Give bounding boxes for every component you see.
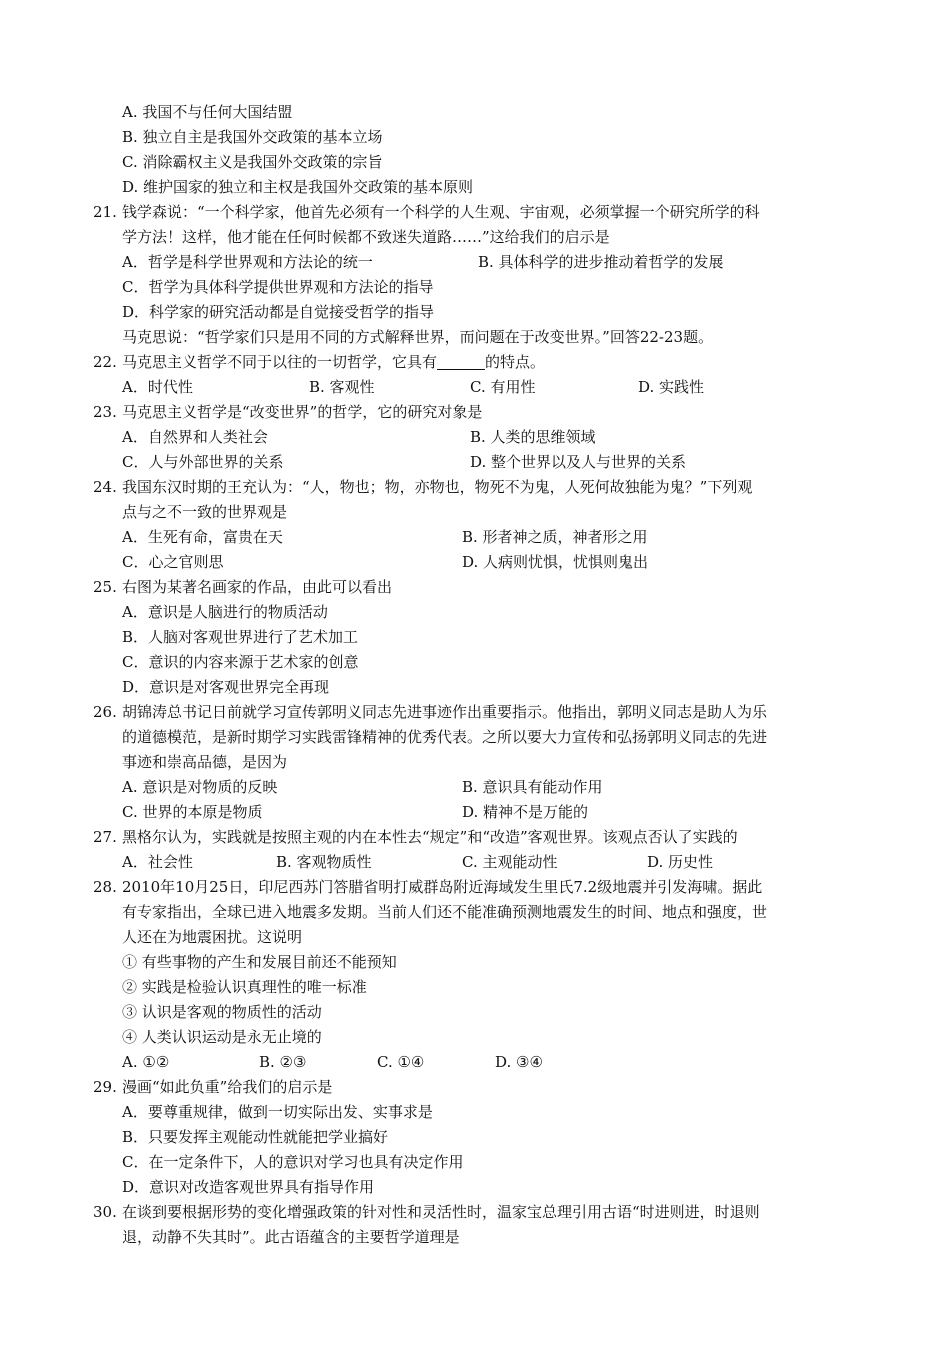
q21-option-d: D．科学家的研究活动都是自觉接受哲学的指导 [122, 303, 435, 321]
q22-option-b: B. 客观性 [309, 378, 375, 396]
q28-option-b: B. ②③ [259, 1053, 307, 1071]
q28-stem: 2010年10月25日，印尼西苏门答腊省明打威群岛附近海域发生里氏7.2级地震并引发海啸。据此 [122, 878, 763, 896]
q28-option-c: C. ①④ [377, 1053, 425, 1071]
q24-option-c: C．心之官则思 [122, 553, 224, 571]
q25-option-c: C．意识的内容来源于艺术家的创意 [122, 653, 359, 671]
q29-stem: 漫画“如此负重”给我们的启示是 [122, 1078, 333, 1096]
q27-option-b: B. 客观物质性 [276, 853, 372, 871]
q24-number: 24. [93, 478, 117, 496]
q28-statement-3: ③ 认识是客观的物质性的活动 [122, 1003, 322, 1021]
q21-stem: 钱学森说：“一个科学家，他首先必须有一个科学的人生观、宇宙观，必须掌握一个研究所学的科 [122, 203, 760, 221]
q22-option-d: D. 实践性 [638, 378, 705, 396]
q25-option-d: D．意识是对客观世界完全再现 [122, 678, 330, 696]
q24-stem: 我国东汉时期的王充认为：“人，物也；物，亦物也，物死不为鬼，人死何故独能为鬼？”下列观 [122, 478, 753, 496]
q26-stem: 胡锦涛总书记日前就学习宣传郭明义同志先进事迹作出重要指示。他指出，郭明义同志是助人为乐 [122, 703, 768, 721]
q25-option-b: B．人脑对客观世界进行了艺术加工 [122, 628, 359, 646]
q27-option-a: A．社会性 [122, 853, 193, 871]
q28-number: 28. [93, 878, 117, 896]
q21-option-b: B. 具体科学的进步推动着哲学的发展 [478, 253, 724, 271]
q25-stem: 右图为某著名画家的作品，由此可以看出 [122, 578, 393, 596]
q24-option-a: A．生死有命，富贵在天 [122, 528, 283, 546]
q27-option-d: D. 历史性 [647, 853, 714, 871]
q21-option-c: C．哲学为具体科学提供世界观和方法论的指导 [122, 278, 434, 296]
q21-stem-cont: 学方法！这样，他才能在任何时候都不致迷失道路……”这给我们的启示是 [122, 228, 610, 246]
q26-stem-cont: 的道德模范，是新时期学习实践雷锋精神的优秀代表。之所以要大力宣传和弘扬郭明义同志的先进 [122, 728, 768, 746]
q23-option-d: D. 整个世界以及人与世界的关系 [470, 453, 687, 471]
q28-statement-2: ② 实践是检验认识真理性的唯一标准 [122, 978, 367, 996]
q22-number: 22. [93, 353, 117, 371]
q21-number: 21. [93, 203, 117, 221]
q26-stem-cont-2: 事迹和崇高品德，是因为 [122, 753, 288, 771]
q28-statement-4: ④ 人类认识运动是永无止境的 [122, 1028, 322, 1046]
q24-option-b: B. 形者神之质，神者形之用 [462, 528, 648, 546]
q25-number: 25. [93, 578, 117, 596]
q29-option-d: D．意识对改造客观世界具有指导作用 [122, 1178, 375, 1196]
q23-stem: 马克思主义哲学是“改变世界”的哲学，它的研究对象是 [122, 403, 483, 421]
q25-option-a: A．意识是人脑进行的物质活动 [122, 603, 328, 621]
q22-blank [437, 353, 485, 370]
q22-option-a: A．时代性 [122, 378, 193, 396]
q22-stem-after: 的特点。 [485, 353, 546, 371]
q20-option-d: D. 维护国家的独立和主权是我国外交政策的基本原则 [122, 178, 474, 196]
q29-option-c: C．在一定条件下，人的意识对学习也具有决定作用 [122, 1153, 464, 1171]
q26-number: 26. [93, 703, 117, 721]
q20-option-c: C. 消除霸权主义是我国外交政策的宗旨 [122, 153, 383, 171]
q27-number: 27. [93, 828, 117, 846]
q28-option-d: D. ③④ [495, 1053, 543, 1071]
q30-stem-cont: 退，动静不失其时”。此古语蕴含的主要哲学道理是 [122, 1228, 460, 1246]
q22-stem [122, 350, 545, 375]
q26-option-c: C. 世界的本原是物质 [122, 803, 263, 821]
q28-stem-cont: 有专家指出，全球已进入地震多发期。当前人们还不能准确预测地震发生的时间、地点和强度，世 [122, 903, 768, 921]
q28-stem-cont-2: 人还在为地震困扰。这说明 [122, 928, 303, 946]
q23-option-c: C．人与外部世界的关系 [122, 453, 284, 471]
q27-option-c: C. 主观能动性 [462, 853, 558, 871]
q26-option-a: A. 意识是对物质的反映 [122, 778, 278, 796]
q27-stem: 黑格尔认为，实践就是按照主观的内在本性去“规定”和“改造”客观世界。该观点否认了实践的 [122, 828, 738, 846]
q29-option-a: A．要尊重规律，做到一切实际出发、实事求是 [122, 1103, 433, 1121]
q24-option-d: D. 人病则忧惧，忧惧则鬼出 [462, 553, 649, 571]
q26-option-d: D. 精神不是万能的 [462, 803, 589, 821]
q24-stem-cont: 点与之不一致的世界观是 [122, 503, 288, 521]
q20-option-a: A. 我国不与任何大国结盟 [122, 103, 293, 121]
q23-option-a: A．自然界和人类社会 [122, 428, 268, 446]
q22-stem-text: 马克思主义哲学不同于以往的一切哲学，它具有 [122, 353, 438, 371]
q20-option-b: B. 独立自主是我国外交政策的基本立场 [122, 128, 383, 146]
q23-option-b: B. 人类的思维领域 [470, 428, 596, 446]
q22-option-c: C. 有用性 [470, 378, 536, 396]
q29-number: 29. [93, 1078, 117, 1096]
q29-option-b: B．只要发挥主观能动性就能把学业搞好 [122, 1128, 389, 1146]
q28-option-a: A. ①② [122, 1053, 170, 1071]
q21-option-a: A．哲学是科学世界观和方法论的统一 [122, 253, 373, 271]
q28-statement-1: ① 有些事物的产生和发展目前还不能预知 [122, 953, 397, 971]
q26-option-b: B. 意识具有能动作用 [462, 778, 603, 796]
q30-number: 30. [93, 1203, 117, 1221]
q23-number: 23. [93, 403, 117, 421]
q30-stem: 在谈到要根据形势的变化增强政策的针对性和灵活性时，温家宝总理引用古语“时进则进，时退则 [122, 1203, 760, 1221]
marx-quote-intro: 马克思说：“哲学家们只是用不同的方式解释世界，而问题在于改变世界。”回答22-23题。 [122, 328, 714, 346]
